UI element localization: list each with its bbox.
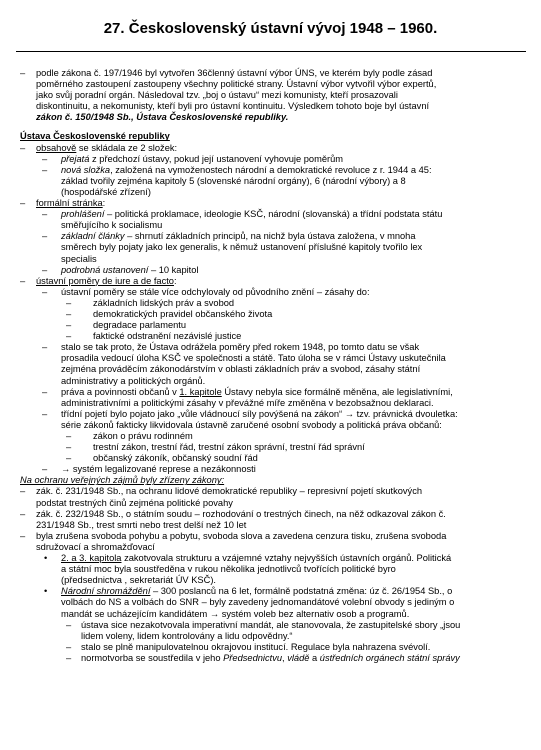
dash-bullet: –	[20, 142, 26, 153]
list-item-cont	[0, 220, 541, 231]
text: lidem voleny, lidem kontrolovány a lidu odpovědny.“	[81, 630, 293, 641]
dash-bullet: –	[42, 153, 48, 164]
list-item	[0, 553, 541, 564]
list-item	[0, 642, 541, 653]
text: zákon o právu rodinném	[93, 431, 193, 441]
dash-bullet: –	[66, 641, 72, 652]
list-item-cont	[0, 631, 541, 642]
list-item	[0, 154, 541, 165]
text: podle zákona č. 197/1946 byl vytvořen 36členný ústavní výbor ÚNS, ve kterém byly podle zásad	[36, 68, 433, 78]
list-item-cont	[0, 353, 541, 364]
dash-bullet: –	[20, 486, 26, 497]
dash-bullet: –	[66, 453, 72, 464]
text: občanský zákoník, občanský soudní řád	[93, 453, 258, 464]
text: degradace parlamentu	[93, 320, 187, 331]
term: 2. a 3. kapitola	[61, 553, 122, 564]
list-item	[0, 165, 541, 176]
list-item-cont	[0, 597, 541, 608]
text: (předsednictva , sekretariát ÚV KSČ).	[61, 575, 217, 586]
text: stalo se tak proto, že Ústava odrážela poměry před rokem 1948, po tomto datu se však	[61, 342, 420, 353]
list-item-cont	[0, 542, 541, 553]
term: přejatá	[61, 153, 90, 164]
list-item	[0, 209, 541, 220]
text: ,	[282, 652, 288, 663]
term: obsahově	[36, 142, 77, 153]
dash-bullet: –	[20, 508, 26, 519]
text: specialis	[61, 253, 97, 264]
list-item	[0, 442, 541, 453]
text	[61, 154, 343, 165]
text: ústava sice nezakotvovala imperativní mandát, ale stanovovala, že zastupitelské sbory „jsou	[81, 619, 461, 630]
text: – 10 kapitol	[148, 264, 199, 275]
dash-bullet: –	[20, 68, 26, 78]
term: základní články	[61, 231, 125, 242]
term: ústavní poměry de iure a de facto	[36, 275, 174, 286]
text	[61, 387, 453, 398]
term: ústředních orgánech státní správy	[319, 652, 460, 663]
list-item	[0, 387, 541, 398]
list-item-cont	[0, 254, 541, 265]
term: formální stránka	[36, 198, 103, 209]
text: a státní moc byla soustředěna v rukou několika jednotlivců tvořících politické byro	[61, 564, 396, 575]
dash-bullet: –	[42, 408, 48, 419]
text: normotvorba se soustředila v jeho	[81, 652, 224, 663]
list-item	[0, 231, 541, 242]
text: zakotvovala strukturu a vzájemné vztahy nejvyšších ústavních orgánů. Politická	[121, 553, 452, 564]
text: 231/1948 Sb., trest smrti nebo trest delší než 10 let	[36, 519, 247, 530]
text: trestní zákon, trestní řád, trestní zákon správní, trestní řád správní	[93, 442, 365, 453]
page-title: 27. Československý ústavní vývoj 1948 – 1960.	[103, 20, 438, 37]
text	[61, 586, 452, 597]
text: sdružovací a shromažďovací	[36, 541, 155, 552]
text: faktické odstranění nezávislé justice	[93, 331, 242, 342]
text: – politická proklamace, ideologie KSČ, národní (slovanská) a třídní podstata státu	[104, 209, 443, 220]
term: Předsednictvu	[223, 652, 283, 663]
list-item	[0, 342, 541, 353]
text: :	[102, 198, 106, 209]
dash-bullet: –	[66, 297, 72, 308]
text	[61, 553, 451, 564]
law-citation: zákon č. 150/1948 Sb., Ústava Československé republiky.	[36, 112, 289, 123]
text	[61, 231, 416, 242]
list-item	[0, 464, 541, 475]
text: základních lidských práv a svobod	[93, 297, 235, 308]
list-item	[0, 409, 541, 420]
intro-line	[0, 112, 541, 123]
subheading-line	[0, 475, 541, 486]
text: byla zrušena svoboda pohybu a pobytu, svoboda slova a zavedena cenzura tisku, zrušena svoboda	[36, 530, 447, 541]
text	[61, 165, 432, 176]
list-item-cont	[0, 176, 541, 187]
list-item	[0, 586, 541, 597]
document-body	[0, 68, 541, 664]
term: podrobná ustanovení	[61, 264, 149, 275]
text: základ tvořily zejména kapitoly 5 (slovenské národní orgány), 6 (národní výbory) a 8	[61, 175, 406, 186]
dash-bullet: –	[42, 386, 48, 397]
term: Národní shromáždění	[61, 586, 151, 597]
text: mandát se ucházejícím kandidátem → systém voleb bez alternativ osob a programů.	[61, 608, 410, 619]
dash-bullet: –	[66, 431, 72, 441]
text: volbách do NS a volbách do SNR – byly zavedeny jednomandátové volební obvody s jediným o	[61, 597, 455, 608]
title-rule	[16, 51, 526, 52]
text: a	[309, 652, 320, 663]
text	[81, 653, 460, 664]
text: zejména prováděcím zákonodárstvím v oblasti základních práv a svobod, zásahy státní	[61, 364, 421, 375]
list-item	[0, 309, 541, 320]
term: prohlášení	[61, 209, 105, 220]
text: zák. č. 232/1948 Sb., o státním soudu – rozhodování o trestných činech, na něž odkazoval zákon č.	[36, 508, 446, 519]
dash-bullet: –	[42, 286, 48, 297]
dash-bullet: –	[66, 320, 72, 331]
list-item-cont	[0, 242, 541, 253]
list-item	[0, 431, 541, 442]
text: diskontinuitu, a nekomunisty, kteří byli pro ústavní kontinuitu. Výsledkem tohoto boje byl ústavní	[36, 101, 430, 112]
text: , založená na vymoženostech národní a demokratické revoluce z r. 1944 a 45:	[110, 164, 432, 175]
dash-bullet: –	[42, 209, 48, 220]
text: z předchozí ústavy, pokud její ustanovení vyhovuje poměrům	[89, 153, 343, 164]
text: administrativy a politických orgánů.	[61, 375, 206, 386]
list-item	[0, 509, 541, 520]
dash-bullet: –	[42, 464, 48, 475]
dot-bullet: •	[44, 586, 48, 597]
list-item	[0, 198, 541, 209]
term: vládě	[287, 652, 310, 663]
subheading: Na ochranu veřejných zájmů byly zřízeny zákony:	[20, 475, 225, 486]
list-item	[0, 298, 541, 309]
list-item	[0, 531, 541, 542]
text	[36, 143, 177, 154]
text: směřujícího k socialismu	[61, 220, 163, 231]
list-item-cont	[0, 498, 541, 509]
text: se skládala ze 2 složek:	[76, 142, 178, 153]
text: třídní pojetí bylo pojato jako „vůle vládnoucí síly povýšená na zákon“ → tzv. právnická dvouletka:	[61, 408, 458, 419]
list-item-cont	[0, 564, 541, 575]
text: poměrného zastoupení zastoupeny všechny politické strany. Ústavní výbor vytvořil výbor expertů,	[36, 79, 437, 90]
dash-bullet: –	[66, 308, 72, 319]
text: jako svůj poradní orgán. Následoval tzv. „boj o ústavu“ mezi komunisty, kteří prosazovali	[36, 90, 398, 101]
text	[36, 198, 105, 209]
intro-line	[0, 90, 541, 101]
text: podstat trestných činů zejména politické povahy	[36, 497, 233, 508]
dash-bullet: –	[42, 342, 48, 353]
text: (hospodářské zřízení)	[61, 186, 151, 197]
list-item	[0, 265, 541, 276]
text	[61, 265, 199, 276]
intro-line	[0, 101, 541, 112]
term: nová složka	[61, 164, 111, 175]
text: demokratických pravidel občanského života	[93, 308, 273, 319]
list-item	[0, 143, 541, 154]
list-item	[0, 287, 541, 298]
dash-bullet: –	[42, 264, 48, 275]
list-item-cont	[0, 609, 541, 620]
text	[36, 276, 177, 287]
list-item	[0, 331, 541, 342]
section-heading: Ústava Československé republiky	[20, 131, 170, 142]
list-item-cont	[0, 364, 541, 375]
list-item	[0, 320, 541, 331]
dash-bullet: –	[42, 231, 48, 242]
list-item	[0, 620, 541, 631]
dash-bullet: –	[42, 164, 48, 175]
dash-bullet: –	[20, 530, 26, 541]
list-item-cont	[0, 398, 541, 409]
text: – 300 poslanců na 6 let, formálně podstatná změna: úz č. 26/1954 Sb., o	[150, 586, 453, 597]
list-item	[0, 486, 541, 497]
list-item-cont	[0, 575, 541, 586]
dash-bullet: –	[20, 275, 26, 286]
list-item-cont	[0, 187, 541, 198]
list-item-cont	[0, 520, 541, 531]
dash-bullet: –	[66, 619, 72, 630]
intro-line	[0, 79, 541, 90]
list-item	[0, 453, 541, 464]
text: administrativními a politickými zásahy v převážné míře změněna v bezobsažnou deklaraci.	[61, 397, 434, 408]
text: ústavní poměry se stále více odchylovaly od původního znění – zásahy do:	[61, 286, 370, 297]
text: zák. č. 231/1948 Sb., na ochranu lidové demokratické republiky – represivní pojetí skutkových	[36, 486, 423, 497]
list-item	[0, 276, 541, 287]
dot-bullet: •	[44, 553, 48, 564]
text: Ústavy nebyla sice formálně měněna, ale legislativními,	[221, 386, 453, 397]
text: práva a povinnosti občanů v	[61, 386, 180, 397]
dash-bullet: –	[20, 198, 26, 209]
text: směrech byly pojaty jako lex generalis, k němuž ustanovení příslušné kapitoly tvořilo lex	[61, 242, 423, 253]
list-item-cont	[0, 376, 541, 387]
text: :	[173, 275, 177, 286]
dash-bullet: –	[66, 652, 72, 663]
dash-bullet: –	[66, 331, 72, 342]
section-heading-line	[0, 131, 541, 142]
text: → systém legalizované represe a nezákonnosti	[61, 464, 256, 475]
text: stalo se plně manipulovatelnou okrajovou institucí. Regulace byla nahrazena svévolí.	[81, 641, 431, 652]
list-item-cont	[0, 420, 541, 431]
list-item	[0, 653, 541, 664]
text: série zákonů fakticky likvidovala ústavně zaručené osobní svobody a politická práva občanů:	[61, 419, 442, 430]
dash-bullet: –	[66, 442, 72, 453]
intro-line	[0, 68, 541, 79]
term: 1. kapitole	[179, 386, 222, 397]
text: prosadila vedoucí úloha KSČ ve společnosti a státě. Tato úloha se v rámci Ústavy uskutečnila	[61, 353, 446, 364]
text: – shrnutí základních principů, na nichž byla ústava založena, v mnoha	[124, 231, 416, 242]
text	[61, 209, 442, 220]
